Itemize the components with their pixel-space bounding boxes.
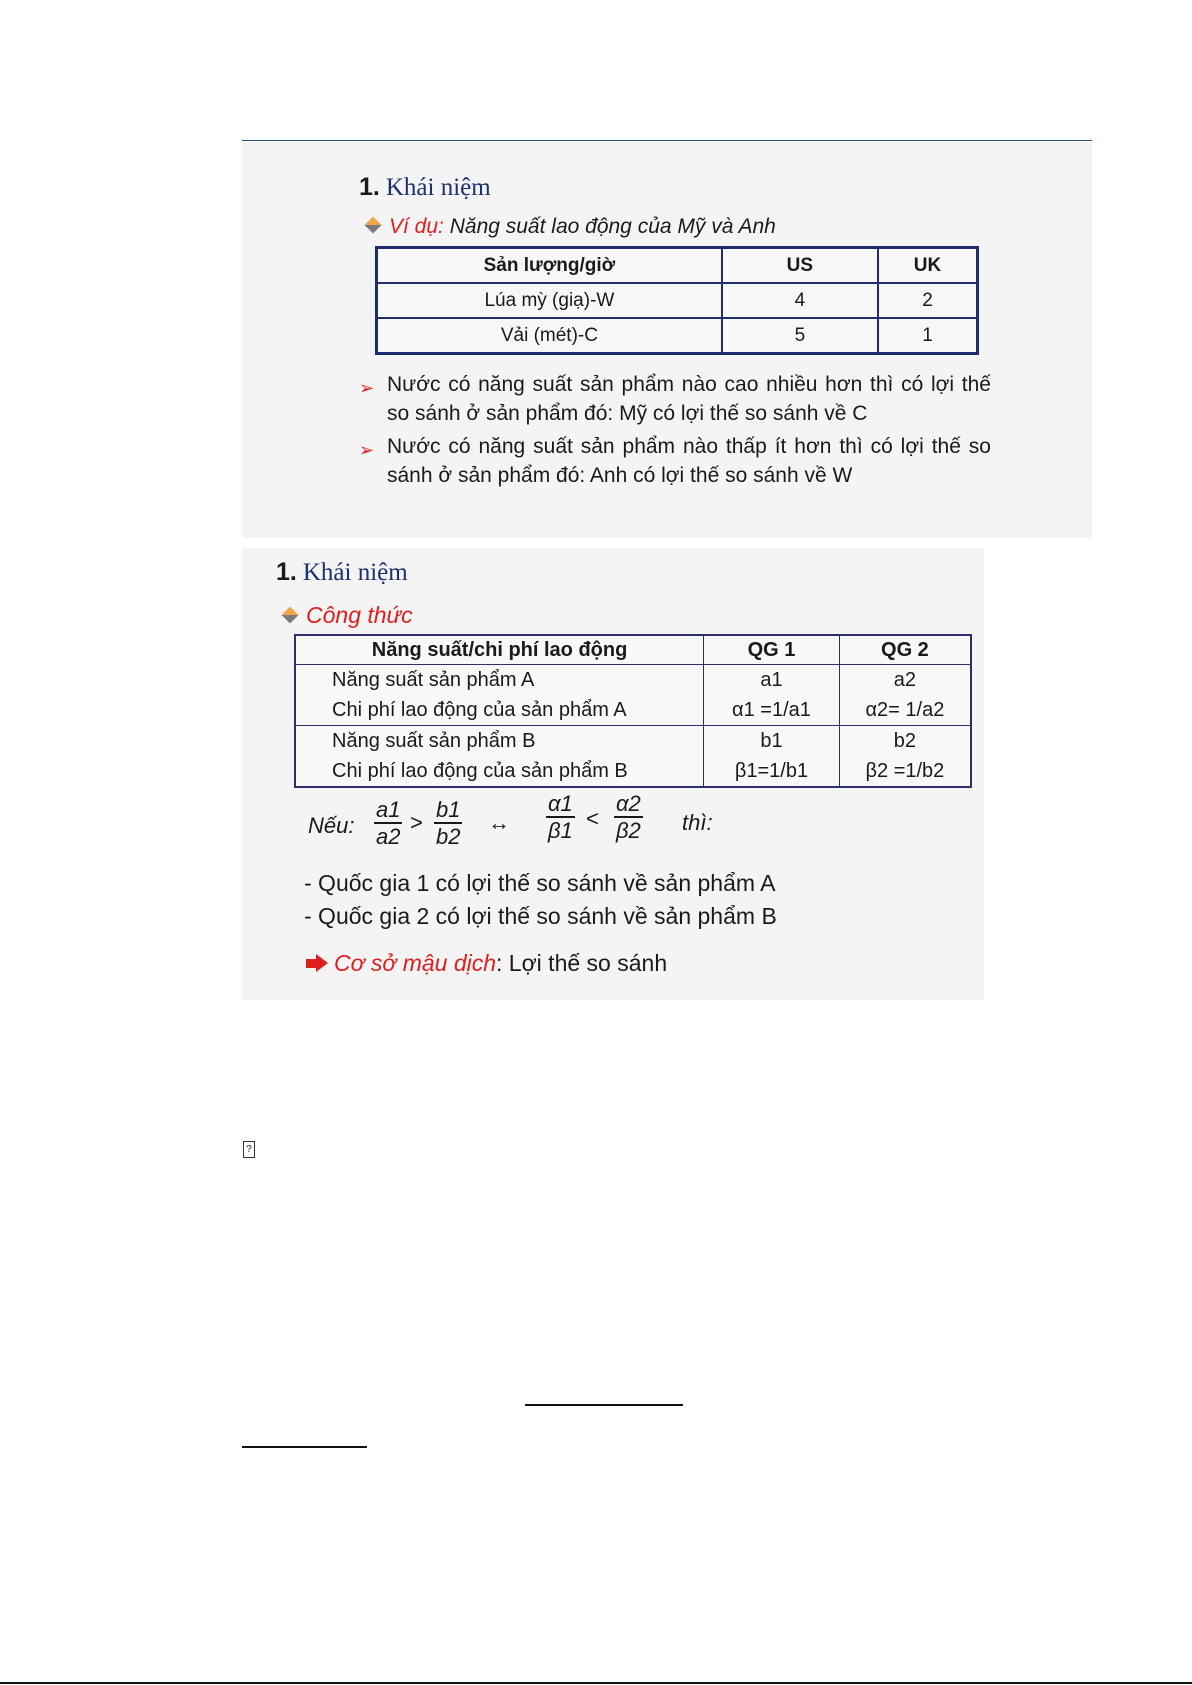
formula-label: Công thức: [306, 602, 413, 628]
point-item: [359, 432, 991, 490]
diamond-bullet-icon: [282, 607, 299, 624]
fraction-denominator: a2: [376, 824, 401, 849]
fraction-denominator: β2: [615, 818, 641, 843]
table-cell: Lúa mỳ (giạ)-W: [377, 283, 722, 318]
header-cell: QG 2: [839, 635, 971, 665]
cost-table: [294, 634, 972, 788]
table-cell: b1: [704, 726, 840, 757]
slide-example: [242, 142, 1092, 538]
productivity-table: [375, 246, 979, 355]
table-cell: 2: [878, 283, 978, 318]
table-cell: 1: [878, 318, 978, 354]
table-cell: b2: [839, 726, 971, 757]
table-header-row: [377, 248, 978, 284]
heading-number: 1.: [276, 558, 297, 586]
fraction-denominator: β1: [547, 818, 573, 843]
page-bottom-rule: [0, 1682, 1192, 1684]
trade-basis-label: Cơ sở mậu dịch: [334, 950, 497, 976]
fraction-a: [374, 798, 402, 850]
trade-basis-line: [306, 950, 667, 977]
table-row: [295, 665, 971, 696]
header-cell: Năng suất/chi phí lao động: [295, 635, 704, 665]
heading-text: Khái niệm: [302, 559, 408, 586]
example-label: Ví dụ:: [389, 215, 444, 238]
underline-rule: [525, 1404, 683, 1406]
table-cell: 4: [722, 283, 878, 318]
then-label: thì:: [682, 810, 713, 835]
footnote-rule: [242, 1446, 367, 1448]
header-cell: UK: [878, 248, 978, 284]
top-rule: [242, 140, 1092, 141]
point-text: Nước có năng suất sản phẩm nào thấp ít hơn thì có lợi thế so sánh ở sản phẩm đó: Anh có lợi thế so sánh về W: [387, 435, 991, 487]
example-line: [367, 215, 776, 239]
fraction-numerator: α1: [548, 791, 573, 816]
table-cell: Chi phí lao động của sản phẩm B: [295, 756, 704, 787]
header-cell: Sản lượng/giờ: [377, 248, 722, 284]
red-arrow-icon: [306, 955, 328, 971]
missing-glyph-box: ?: [243, 1141, 255, 1158]
table-row: [295, 726, 971, 757]
fraction-alpha-beta-2: [614, 792, 643, 844]
fraction-numerator: a1: [376, 797, 401, 822]
diamond-bullet-icon: [365, 217, 382, 234]
slide1-heading: [359, 173, 491, 202]
slide2-heading: [276, 558, 408, 587]
conclusion-line: - Quốc gia 1 có lợi thế so sánh về sản phẩm A: [304, 870, 776, 896]
arrow-bullet-icon: ➢: [359, 440, 375, 460]
heading-text: Khái niệm: [385, 174, 491, 201]
fraction-numerator: α2: [616, 791, 641, 816]
table-cell: Chi phí lao động của sản phẩm A: [295, 695, 704, 726]
heading-number: 1.: [359, 173, 380, 201]
table-cell: β2 =1/b2: [839, 756, 971, 787]
table-row: [377, 283, 978, 318]
arrow-bullet-icon: ➢: [359, 378, 375, 398]
header-cell: US: [722, 248, 878, 284]
fraction-b: [434, 798, 462, 850]
table-header-row: [295, 635, 971, 665]
slide-formula: [242, 548, 984, 1000]
table-row: [295, 756, 971, 787]
fraction-alpha-beta-1: [546, 792, 575, 844]
table-cell: Năng suất sản phẩm B: [295, 726, 704, 757]
greater-than-sign: >: [410, 810, 423, 835]
table-cell: 5: [722, 318, 878, 354]
if-label: Nếu:: [308, 813, 355, 838]
example-text: Năng suất lao động của Mỹ và Anh: [449, 215, 776, 238]
table-cell: α1 =1/a1: [704, 695, 840, 726]
fraction-numerator: b1: [436, 797, 461, 822]
table-row: [377, 318, 978, 354]
table-cell: α2= 1/a2: [839, 695, 971, 726]
trade-basis-text: : Lợi thế so sánh: [496, 950, 668, 976]
table-cell: Năng suất sản phẩm A: [295, 665, 704, 696]
table-cell: β1=1/b1: [704, 756, 840, 787]
table-cell: Vải (mét)-C: [377, 318, 722, 354]
table-row: [295, 695, 971, 726]
formula-line: [284, 602, 413, 629]
conclusion-line: - Quốc gia 2 có lợi thế so sánh về sản phẩm B: [304, 903, 777, 929]
header-cell: QG 1: [704, 635, 840, 665]
point-item: [359, 370, 991, 428]
point-text: Nước có năng suất sản phẩm nào cao nhiều hơn thì có lợi thế so sánh ở sản phẩm đó: Mỹ có lợi thế so sánh về C: [387, 373, 991, 425]
less-than-sign: <: [586, 806, 599, 831]
table-cell: a2: [839, 665, 971, 696]
equivalence-arrow: ↔: [488, 810, 510, 835]
table-cell: a1: [704, 665, 840, 696]
fraction-denominator: b2: [436, 824, 461, 849]
